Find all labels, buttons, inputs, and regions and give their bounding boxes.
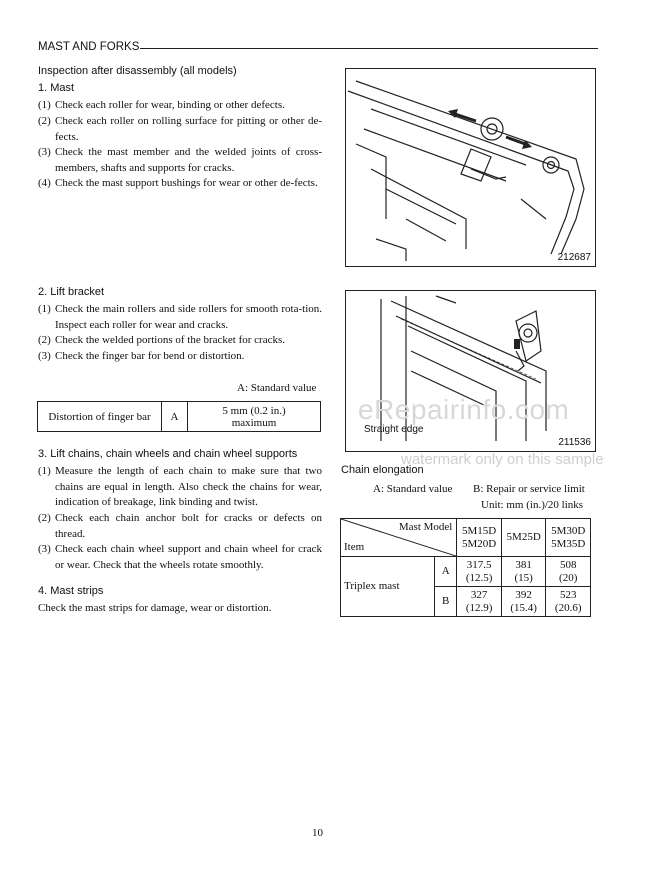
lift-chains-heading: 3. Lift chains, chain wheels and chain wheel supports: [38, 448, 298, 460]
item-text: Check the main rollers and side rollers for smooth rota-tion. Inspect each roller for wear and cracks.: [55, 303, 322, 331]
mast-item-1: [38, 98, 322, 114]
figure-number: 212687: [557, 252, 591, 263]
finger-bar-table: [37, 401, 321, 432]
value-mm: 392: [515, 589, 532, 601]
watermark-sub: watermark only on this sample: [401, 451, 604, 468]
mast-strips-text: Check the mast strips for damage, wear or distortion.: [38, 602, 272, 614]
value-cell: [457, 587, 502, 617]
model-name: 5M15D: [462, 525, 497, 537]
item-number: (2): [38, 512, 51, 524]
value-in: (20.6): [554, 601, 582, 614]
value-line: maximum: [231, 416, 277, 429]
header-rule: [140, 48, 598, 49]
model-col: [457, 519, 502, 557]
mast-item-2: [38, 114, 322, 145]
legend-b: B: Repair or service limit: [473, 483, 585, 495]
item-text: Check each chain wheel support and chain wheel for crack or wear. Check that the wheels rotate smoothly.: [55, 543, 322, 571]
row-label: Triplex mast: [341, 557, 435, 617]
figure-lift-bracket: [345, 290, 596, 452]
item-number: (4): [38, 177, 51, 189]
mast-item-3: [38, 145, 322, 176]
value-cell: [501, 557, 546, 587]
lift-chains-item-1: [38, 464, 322, 511]
value-mm: 508: [559, 559, 577, 571]
section-header: MAST AND FORKS: [38, 41, 140, 53]
model-col: [501, 519, 546, 557]
item-number: (2): [38, 334, 51, 346]
item-text: Check each roller on rolling surface for pitting or other de-fects.: [55, 115, 322, 143]
watermark-main: eRepairinfo.com: [358, 394, 570, 425]
value-line: 5 mm (0.2 in.): [222, 404, 286, 417]
value-mm: 327: [470, 589, 488, 601]
item-number: (1): [38, 465, 51, 477]
lift-bracket-item-3: [38, 349, 322, 365]
item-number: (2): [38, 115, 51, 127]
item-number: (3): [38, 543, 51, 555]
item-text: Measure the length of each chain to make sure that two chains are equal in length. Also check the chains for wear, indication of breakage, link binding and twist.: [55, 465, 322, 508]
figure-number: 211536: [558, 437, 591, 448]
model-name: 5M20D: [462, 537, 497, 550]
value-in: (12.9): [465, 601, 493, 614]
value-mm: 317.5: [466, 559, 492, 571]
item-text: Check the mast support bushings for wear or other de-fects.: [55, 177, 318, 189]
value-cell: [501, 587, 546, 617]
value-mm: 523: [559, 589, 577, 601]
item-number: (1): [38, 303, 51, 315]
item-number: (3): [38, 146, 51, 158]
mast-heading: 1. Mast: [38, 82, 75, 94]
mast-item-4: [38, 176, 322, 192]
value-cell: [546, 587, 591, 617]
lift-bracket-item-2: [38, 333, 322, 349]
value-in: (15.4): [510, 601, 537, 614]
model-name: 5M35D: [551, 537, 586, 550]
finger-bar-item: Distortion of finger bar: [38, 402, 162, 432]
header-model: Mast Model: [398, 521, 453, 533]
model-col: [546, 519, 591, 557]
model-name: 5M30D: [551, 525, 586, 537]
item-number: (1): [38, 99, 51, 111]
mast-roller-illustration: [346, 69, 595, 266]
chain-elongation-title: Chain elongation: [341, 464, 424, 476]
chain-elongation-table: [340, 518, 591, 617]
item-text: Check the finger bar for bend or distortion.: [55, 350, 245, 362]
unit-note: Unit: mm (in.)/20 links: [481, 499, 584, 511]
mast-strips-heading: 4. Mast strips: [38, 585, 104, 597]
legend-a: A: Standard value: [373, 483, 453, 495]
value-in: (15): [514, 571, 533, 584]
value-in: (12.5): [465, 571, 493, 584]
figure-mast-rollers: [345, 68, 596, 267]
lift-chains-item-2: [38, 511, 322, 542]
row-key: B: [435, 587, 457, 617]
row-key: A: [435, 557, 457, 587]
model-name: 5M25D: [506, 531, 541, 544]
item-number: (3): [38, 350, 51, 362]
straight-edge-label: Straight edge: [364, 424, 424, 435]
value-mm: 381: [515, 559, 532, 571]
page-number: 10: [312, 827, 323, 839]
lift-chains-item-3: [38, 542, 322, 573]
lift-bracket-item-1: [38, 302, 322, 333]
item-text: Check the welded portions of the bracket for cracks.: [55, 334, 285, 346]
item-text: Check each chain anchor bolt for cracks or defects on thread.: [55, 512, 322, 540]
inspection-title: Inspection after disassembly (all models): [38, 65, 237, 77]
lift-bracket-heading: 2. Lift bracket: [38, 286, 105, 298]
item-text: Check the mast member and the welded joints of cross-members, shafts and supports for cracks.: [55, 146, 322, 174]
finger-bar-col: A: [162, 402, 188, 432]
item-text: Check each roller for wear, binding or other defects.: [55, 99, 285, 111]
finger-bar-value: [188, 402, 321, 432]
value-in: (20): [559, 571, 578, 584]
header-item: Item: [344, 540, 365, 553]
value-cell: [457, 557, 502, 587]
diagonal-header-cell: [341, 519, 457, 557]
value-cell: [546, 557, 591, 587]
finger-bar-table-note: A: Standard value: [237, 382, 317, 394]
